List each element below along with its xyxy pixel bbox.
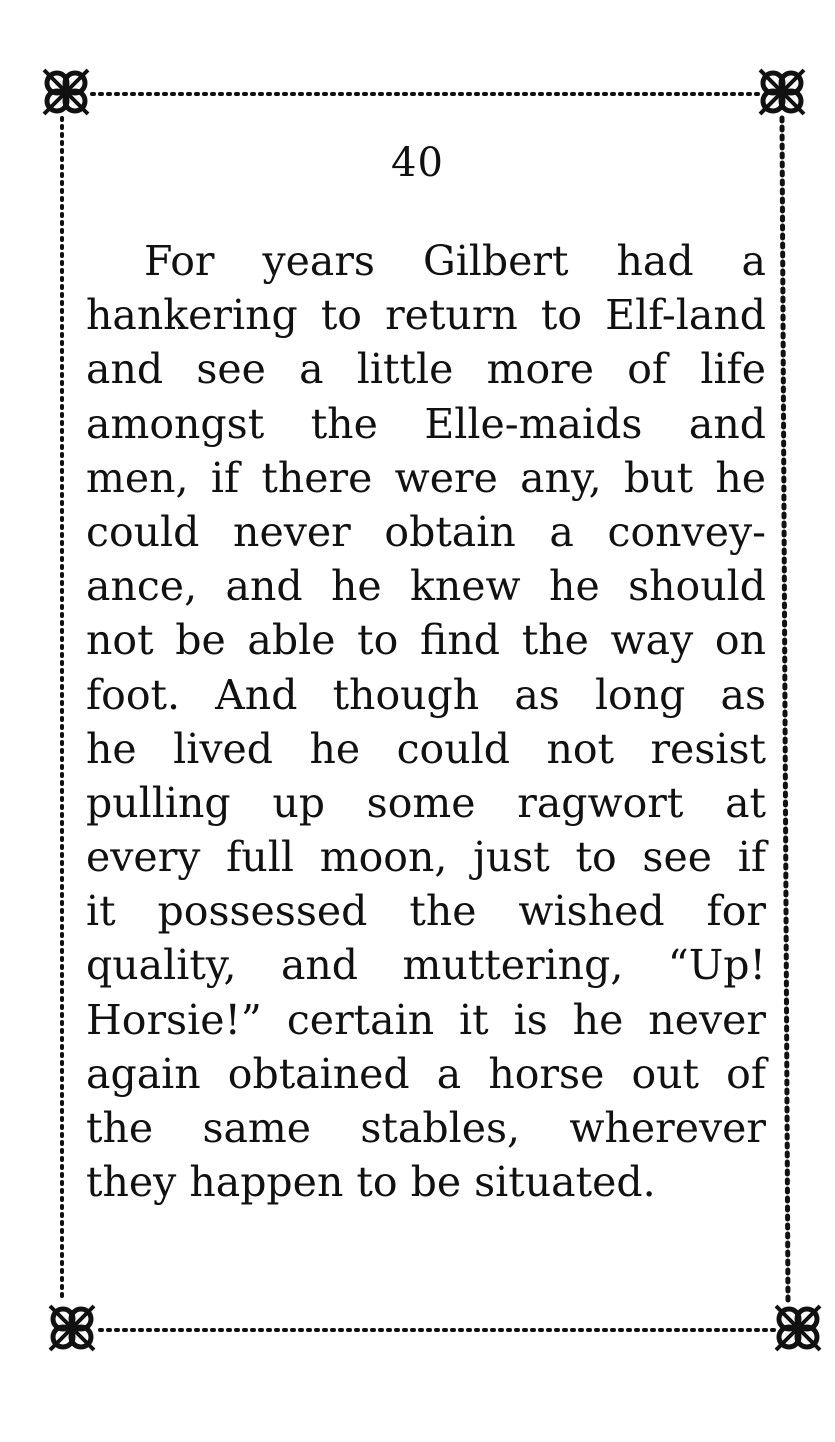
text-line: amongst the Elle-maids and: [86, 399, 766, 448]
page-number: 40: [391, 140, 444, 186]
text-line: every full moon, just to see if: [86, 833, 766, 882]
clover-ornament-icon: [760, 70, 804, 114]
text-line: they happen to be situated.: [86, 1158, 656, 1207]
clover-ornament-icon: [44, 70, 88, 114]
text-line: it possessed the wished for: [86, 887, 766, 936]
text-line: pulling up some ragwort at: [86, 778, 766, 827]
text-line: again obtained a horse out of: [86, 1049, 766, 1098]
text-line: For years Gilbert had a: [144, 237, 766, 285]
body-paragraph: [86, 234, 766, 1209]
text-line: he lived he could not resist: [86, 724, 766, 773]
text-line: could never obtain a convey-: [86, 507, 766, 556]
text-line: Horsie!” certain it is he never: [86, 995, 766, 1044]
text-line: hankering to return to Elf-land: [86, 291, 766, 340]
text-line: the same stables, wherever: [86, 1104, 766, 1152]
clover-ornament-icon: [50, 1306, 94, 1350]
text-line: quality, and muttering, “Up!: [86, 941, 766, 990]
text-line: and see a little more of life: [86, 345, 766, 394]
right-dotted-border: [782, 118, 788, 1302]
text-line: foot. And though as long as: [86, 670, 766, 719]
text-line: men, if there were any, but he: [86, 453, 766, 502]
text-line: ance, and he knew he should: [86, 562, 766, 611]
clover-ornament-icon: [776, 1306, 820, 1350]
text-line: not be able to find the way on: [86, 616, 766, 665]
